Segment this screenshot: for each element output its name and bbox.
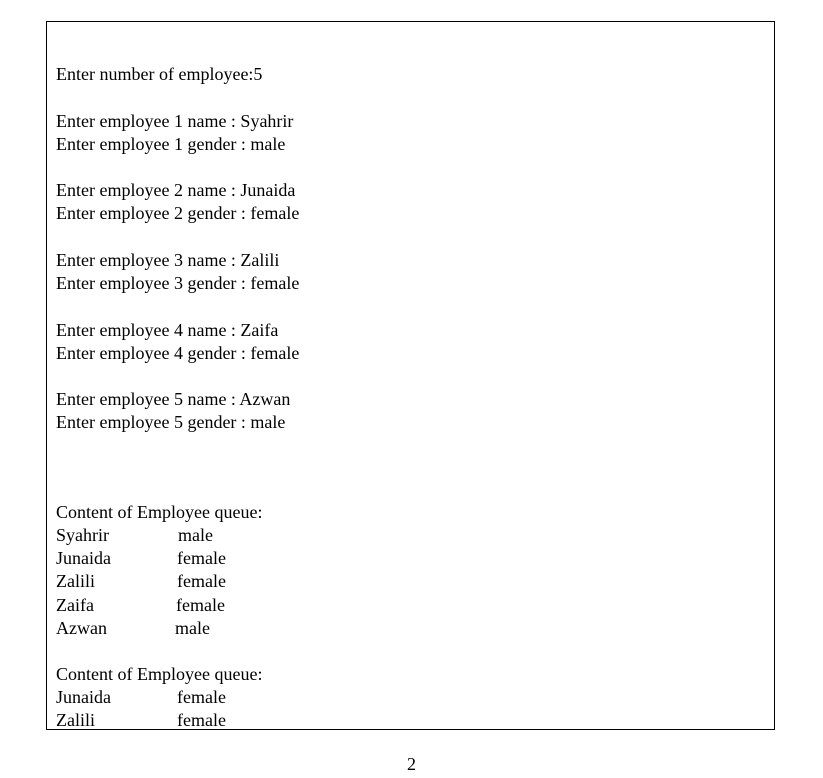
input-gender-line: Enter employee 1 gender : male	[56, 134, 286, 154]
queue-row-gender: female	[176, 595, 225, 615]
input-name-line: Enter employee 2 name : Junaida	[56, 180, 296, 200]
queue-row-gender: male	[175, 618, 210, 638]
queue-row-name: Junaida	[56, 548, 111, 568]
input-name-line: Enter employee 3 name : Zalili	[56, 250, 280, 270]
queue-row-gender: female	[177, 687, 226, 707]
input-gender-line: Enter employee 5 gender : male	[56, 412, 286, 432]
console-output-box	[46, 21, 775, 730]
queue-row-name: Zalili	[56, 710, 95, 730]
input-name-line: Enter employee 4 name : Zaifa	[56, 320, 279, 340]
prompt-employee-count: Enter number of employee:5	[56, 64, 263, 84]
input-gender-line: Enter employee 4 gender : female	[56, 343, 300, 363]
queue-row-gender: female	[177, 571, 226, 591]
page-number: 2	[407, 754, 416, 774]
queue-row-gender: female	[177, 548, 226, 568]
input-name-line: Enter employee 1 name : Syahrir	[56, 111, 294, 131]
input-name-line: Enter employee 5 name : Azwan	[56, 389, 291, 409]
queue-row-name: Junaida	[56, 687, 111, 707]
queue-row-gender: female	[177, 710, 226, 730]
queue-heading: Content of Employee queue:	[56, 664, 263, 684]
queue-row-name: Azwan	[56, 618, 107, 638]
queue-row-gender: male	[178, 525, 213, 545]
input-gender-line: Enter employee 3 gender : female	[56, 273, 300, 293]
input-gender-line: Enter employee 2 gender : female	[56, 203, 300, 223]
queue-row-name: Zalili	[56, 571, 95, 591]
queue-heading: Content of Employee queue:	[56, 502, 263, 522]
queue-row-name: Syahrir	[56, 525, 109, 545]
queue-row-name: Zaifa	[56, 595, 94, 615]
